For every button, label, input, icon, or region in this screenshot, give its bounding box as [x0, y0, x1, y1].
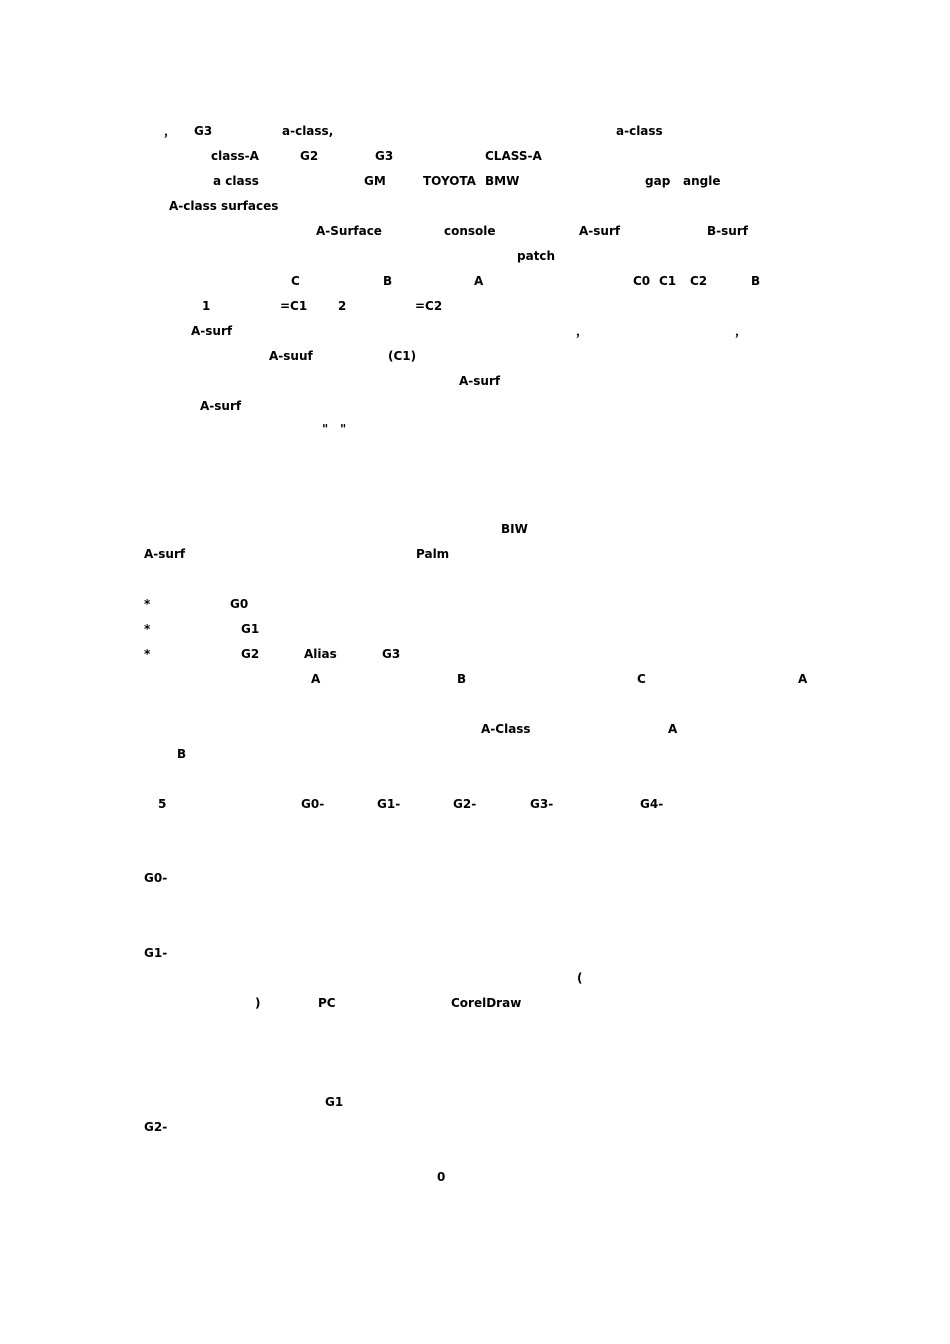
text-fragment: G1 — [241, 622, 260, 636]
text-line — [0, 644, 950, 664]
text-fragment: * — [144, 597, 151, 611]
text-fragment: C1 — [659, 274, 677, 288]
text-fragment: C — [291, 274, 300, 288]
text-fragment: CorelDraw — [451, 996, 522, 1010]
text-fragment: " — [322, 422, 329, 436]
text-fragment: ， — [576, 324, 589, 338]
text-line — [0, 371, 950, 391]
text-fragment: angle — [683, 174, 721, 188]
text-line — [0, 1092, 950, 1112]
text-fragment: G1- — [377, 797, 401, 811]
text-fragment: B — [751, 274, 761, 288]
text-fragment: G2- — [144, 1120, 168, 1134]
text-fragment: TOYOTA — [423, 174, 476, 188]
text-line — [0, 1167, 950, 1187]
text-fragment: GM — [364, 174, 386, 188]
text-line — [0, 246, 950, 266]
text-fragment: " — [340, 422, 347, 436]
text-fragment: A-surf — [579, 224, 621, 238]
text-line — [0, 544, 950, 564]
text-fragment: A-surf — [459, 374, 501, 388]
text-line — [0, 346, 950, 366]
text-line — [0, 419, 950, 439]
text-fragment: gap — [645, 174, 671, 188]
text-fragment: G3- — [530, 797, 554, 811]
text-line — [0, 121, 950, 141]
text-line — [0, 271, 950, 291]
text-line — [0, 296, 950, 316]
text-line — [0, 321, 950, 341]
text-line — [0, 619, 950, 639]
text-fragment: CLASS-A — [485, 149, 542, 163]
text-line — [0, 396, 950, 416]
text-fragment: * — [144, 647, 151, 661]
text-fragment: B — [457, 672, 467, 686]
text-fragment: G3 — [375, 149, 394, 163]
text-fragment: 5 — [158, 797, 167, 811]
text-fragment: C2 — [690, 274, 708, 288]
text-fragment: ( — [577, 971, 583, 985]
text-fragment: G2 — [300, 149, 319, 163]
text-fragment: G2 — [241, 647, 260, 661]
text-line — [0, 221, 950, 241]
text-fragment: B-surf — [707, 224, 748, 238]
text-fragment: A-surf — [200, 399, 242, 413]
text-fragment: A-Surface — [316, 224, 382, 238]
text-fragment: ， — [164, 124, 177, 138]
text-fragment: Alias — [304, 647, 337, 661]
text-fragment: G2- — [453, 797, 477, 811]
text-line — [0, 519, 950, 539]
text-fragment: =C2 — [415, 299, 443, 313]
text-line — [0, 943, 950, 963]
text-fragment: (C1) — [388, 349, 417, 363]
text-line — [0, 993, 950, 1013]
text-fragment: A-class surfaces — [169, 199, 279, 213]
text-line — [0, 594, 950, 614]
text-line — [0, 171, 950, 191]
text-fragment: G3 — [194, 124, 213, 138]
text-line — [0, 968, 950, 988]
text-fragment: A — [311, 672, 321, 686]
text-fragment: A — [668, 722, 678, 736]
text-fragment: A — [798, 672, 808, 686]
text-fragment: a-class — [616, 124, 663, 138]
text-fragment: C0 — [633, 274, 651, 288]
text-fragment: 0 — [437, 1170, 446, 1184]
text-fragment: 1 — [202, 299, 211, 313]
text-line — [0, 669, 950, 689]
text-fragment: G1- — [144, 946, 168, 960]
text-fragment: G0- — [144, 871, 168, 885]
text-fragment: =C1 — [280, 299, 308, 313]
text-fragment: A-suuf — [269, 349, 313, 363]
text-line — [0, 196, 950, 216]
text-line — [0, 1117, 950, 1137]
text-fragment: patch — [517, 249, 556, 263]
text-line — [0, 744, 950, 764]
text-fragment: * — [144, 622, 151, 636]
text-fragment: PC — [318, 996, 336, 1010]
text-fragment: B — [383, 274, 393, 288]
text-fragment: ， — [735, 324, 748, 338]
text-fragment: A — [474, 274, 484, 288]
text-fragment: class-A — [211, 149, 259, 163]
text-fragment: G1 — [325, 1095, 344, 1109]
text-line — [0, 719, 950, 739]
text-fragment: G0 — [230, 597, 249, 611]
text-fragment: A-surf — [191, 324, 233, 338]
text-fragment: G0- — [301, 797, 325, 811]
text-fragment: A-Class — [481, 722, 531, 736]
text-fragment: ) — [255, 996, 261, 1010]
text-fragment: BIW — [501, 522, 528, 536]
text-line — [0, 794, 950, 814]
text-line — [0, 146, 950, 166]
text-fragment: G3 — [382, 647, 401, 661]
text-fragment: B — [177, 747, 187, 761]
text-fragment: C — [637, 672, 646, 686]
text-fragment: A-surf — [144, 547, 186, 561]
text-fragment: console — [444, 224, 496, 238]
text-fragment: BMW — [485, 174, 520, 188]
text-line — [0, 868, 950, 888]
text-fragment: Palm — [416, 547, 450, 561]
text-fragment: a-class, — [282, 124, 334, 138]
text-fragment: 2 — [338, 299, 347, 313]
text-fragment: G4- — [640, 797, 664, 811]
text-fragment: a class — [213, 174, 259, 188]
